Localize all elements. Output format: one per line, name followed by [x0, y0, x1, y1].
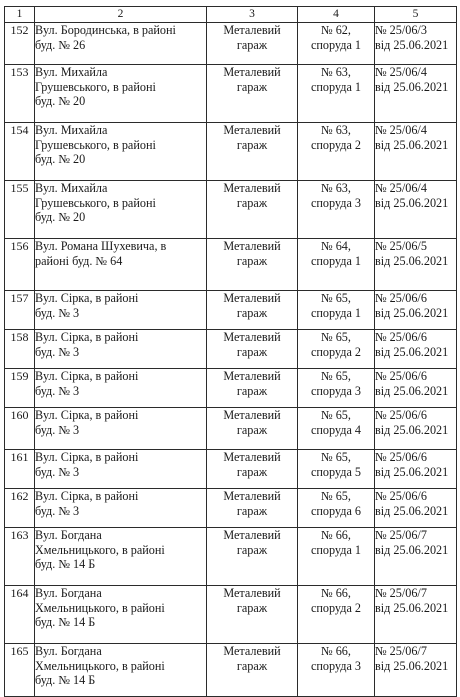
table-row	[5, 408, 457, 450]
object-number-cell	[298, 239, 375, 291]
decision-cell	[375, 450, 457, 489]
object-number-line: № 63,	[321, 65, 351, 79]
object-type-cell	[207, 528, 298, 586]
object-type-cell	[207, 450, 298, 489]
object-type-cell	[207, 23, 298, 65]
decision-cell	[375, 586, 457, 644]
object-type-line: гараж	[236, 79, 268, 94]
address-line: Вул. Сірка, в районі	[35, 408, 139, 422]
object-number-line: № 66,	[321, 528, 351, 542]
address-line: Вул. Сірка, в районі	[35, 330, 139, 344]
decision-line: від 25.06.2021	[375, 344, 449, 359]
decision-line: № 25/06/6	[375, 291, 427, 305]
object-type-cell	[207, 369, 298, 408]
object-number-cell	[298, 528, 375, 586]
object-number-cell	[298, 181, 375, 239]
decision-line: від 25.06.2021	[375, 137, 449, 152]
object-number-line: № 66,	[321, 586, 351, 600]
object-type-cell	[207, 123, 298, 181]
object-type-cell	[207, 330, 298, 369]
decision-cell	[375, 123, 457, 181]
decision-line: від 25.06.2021	[375, 195, 449, 210]
address-cell	[35, 330, 207, 369]
decision-line: № 25/06/7	[375, 644, 427, 658]
row-number: 155	[5, 181, 35, 239]
object-type-cell	[207, 239, 298, 291]
object-number-line: споруда 6	[310, 503, 362, 518]
object-type-line: гараж	[236, 542, 268, 557]
address-line: Вул. Богдана	[35, 644, 102, 658]
object-type-line: гараж	[236, 305, 268, 320]
decision-cell	[375, 65, 457, 123]
address-line: Вул. Богдана	[35, 528, 102, 542]
row-number: 157	[5, 291, 35, 330]
address-cell	[35, 23, 207, 65]
address-line: буд. № 20	[35, 94, 86, 108]
object-type-line: гараж	[236, 344, 268, 359]
decision-cell	[375, 369, 457, 408]
object-number-line: споруда 1	[310, 79, 362, 94]
object-type-line: Металевий	[223, 528, 281, 542]
column-header: 5	[375, 7, 457, 23]
object-number-line: споруда 3	[310, 195, 362, 210]
row-number: 165	[5, 644, 35, 697]
object-type-cell	[207, 644, 298, 697]
table-row	[5, 181, 457, 239]
address-line: Хмельницького, в районі	[35, 600, 165, 615]
address-line: буд. № 14 Б	[35, 615, 96, 629]
object-type-line: Металевий	[223, 644, 281, 658]
row-number: 160	[5, 408, 35, 450]
decision-cell	[375, 528, 457, 586]
decision-line: від 25.06.2021	[375, 383, 449, 398]
address-line: Вул. Сірка, в районі	[35, 489, 139, 503]
table-row	[5, 239, 457, 291]
address-line: районі буд. № 64	[35, 253, 123, 268]
row-number: 156	[5, 239, 35, 291]
row-number: 153	[5, 65, 35, 123]
object-type-line: гараж	[236, 383, 268, 398]
decision-line: від 25.06.2021	[375, 658, 449, 673]
address-line: Вул. Михайла	[35, 65, 108, 79]
object-number-cell	[298, 330, 375, 369]
decision-cell	[375, 644, 457, 697]
decision-line: № 25/06/6	[375, 408, 427, 422]
object-number-line: споруда 3	[310, 383, 362, 398]
object-number-cell	[298, 450, 375, 489]
decision-line: від 25.06.2021	[375, 422, 449, 437]
object-number-line: споруда 1	[310, 305, 362, 320]
table-row	[5, 369, 457, 408]
address-line: Вул. Михайла	[35, 181, 108, 195]
address-line: Вул. Романа Шухевича, в	[35, 239, 167, 253]
object-type-line: Металевий	[223, 369, 281, 383]
row-number: 163	[5, 528, 35, 586]
object-number-line: № 65,	[321, 489, 351, 503]
table-row	[5, 528, 457, 586]
decision-line: від 25.06.2021	[375, 305, 449, 320]
object-type-line: Металевий	[223, 586, 281, 600]
object-number-line: № 66,	[321, 644, 351, 658]
address-line: буд. № 14 Б	[35, 557, 96, 571]
object-type-cell	[207, 65, 298, 123]
address-line: Хмельницького, в районі	[35, 542, 165, 557]
object-type-line: гараж	[236, 195, 268, 210]
object-type-line: гараж	[236, 253, 268, 268]
object-type-cell	[207, 181, 298, 239]
garage-registry-table	[4, 6, 457, 697]
object-number-line: № 65,	[321, 450, 351, 464]
decision-line: № 25/06/6	[375, 489, 427, 503]
object-type-line: гараж	[236, 37, 268, 52]
object-number-line: споруда 2	[310, 344, 362, 359]
object-type-line: Металевий	[223, 408, 281, 422]
address-line: Вул. Богдана	[35, 586, 102, 600]
object-number-cell	[298, 65, 375, 123]
decision-cell	[375, 181, 457, 239]
table-row	[5, 586, 457, 644]
decision-line: від 25.06.2021	[375, 503, 449, 518]
object-type-line: Металевий	[223, 239, 281, 253]
object-type-line: гараж	[236, 422, 268, 437]
decision-line: № 25/06/6	[375, 369, 427, 383]
row-number: 152	[5, 23, 35, 65]
table-row	[5, 65, 457, 123]
decision-line: № 25/06/5	[375, 239, 427, 253]
address-line: Вул. Сірка, в районі	[35, 450, 139, 464]
address-line: Грушевського, в районі	[35, 195, 156, 210]
decision-line: № 25/06/4	[375, 181, 427, 195]
object-number-line: № 63,	[321, 123, 351, 137]
object-type-line: гараж	[236, 658, 268, 673]
table-row	[5, 644, 457, 697]
address-line: Хмельницького, в районі	[35, 658, 165, 673]
row-number: 162	[5, 489, 35, 528]
row-number: 158	[5, 330, 35, 369]
address-cell	[35, 65, 207, 123]
object-number-line: споруда 5	[310, 464, 362, 479]
object-type-line: гараж	[236, 464, 268, 479]
object-type-cell	[207, 408, 298, 450]
address-cell	[35, 644, 207, 697]
object-number-cell	[298, 23, 375, 65]
address-line: буд. № 26	[35, 37, 86, 52]
object-number-cell	[298, 123, 375, 181]
table-header-row	[5, 7, 457, 23]
decision-cell	[375, 489, 457, 528]
column-header: 4	[298, 7, 375, 23]
object-number-cell	[298, 586, 375, 644]
object-number-line: № 65,	[321, 291, 351, 305]
column-header: 1	[5, 7, 35, 23]
object-number-line: споруда 4	[310, 422, 362, 437]
object-number-line: № 65,	[321, 330, 351, 344]
table-row	[5, 291, 457, 330]
object-type-line: Металевий	[223, 450, 281, 464]
object-number-cell	[298, 291, 375, 330]
object-type-cell	[207, 489, 298, 528]
object-number-cell	[298, 408, 375, 450]
row-number: 159	[5, 369, 35, 408]
object-type-cell	[207, 586, 298, 644]
address-line: буд. № 20	[35, 152, 86, 166]
object-number-line: споруда 1	[310, 253, 362, 268]
address-line: буд. № 3	[35, 383, 80, 398]
decision-line: № 25/06/4	[375, 65, 427, 79]
object-type-line: гараж	[236, 503, 268, 518]
decision-line: № 25/06/6	[375, 450, 427, 464]
object-number-line: споруда 2	[310, 137, 362, 152]
address-cell	[35, 369, 207, 408]
object-number-cell	[298, 489, 375, 528]
object-number-line: споруда 2	[310, 600, 362, 615]
table-row	[5, 450, 457, 489]
decision-line: № 25/06/7	[375, 586, 427, 600]
address-line: Вул. Михайла	[35, 123, 108, 137]
object-number-line: споруда 1	[310, 542, 362, 557]
address-line: буд. № 14 Б	[35, 673, 96, 687]
object-number-line: № 63,	[321, 181, 351, 195]
table-row	[5, 330, 457, 369]
decision-line: від 25.06.2021	[375, 37, 449, 52]
address-line: буд. № 3	[35, 422, 80, 437]
address-line: буд. № 3	[35, 344, 80, 359]
address-cell	[35, 239, 207, 291]
object-type-line: Металевий	[223, 65, 281, 79]
address-cell	[35, 291, 207, 330]
decision-line: від 25.06.2021	[375, 253, 449, 268]
address-cell	[35, 450, 207, 489]
address-cell	[35, 181, 207, 239]
address-line: буд. № 3	[35, 305, 80, 320]
decision-cell	[375, 408, 457, 450]
address-line: Вул. Бородинська, в районі	[35, 23, 176, 37]
address-line: буд. № 3	[35, 464, 80, 479]
object-type-line: гараж	[236, 600, 268, 615]
decision-line: № 25/06/3	[375, 23, 427, 37]
address-cell	[35, 123, 207, 181]
decision-line: № 25/06/6	[375, 330, 427, 344]
object-type-line: Металевий	[223, 181, 281, 195]
object-type-cell	[207, 291, 298, 330]
table-body	[5, 23, 457, 697]
table-row	[5, 489, 457, 528]
address-line: буд. № 20	[35, 210, 86, 224]
decision-line: від 25.06.2021	[375, 542, 449, 557]
object-number-line: № 65,	[321, 408, 351, 422]
address-cell	[35, 489, 207, 528]
object-type-line: Металевий	[223, 123, 281, 137]
address-line: Грушевського, в районі	[35, 79, 156, 94]
address-cell	[35, 586, 207, 644]
address-line: буд. № 3	[35, 503, 80, 518]
address-cell	[35, 408, 207, 450]
decision-line: від 25.06.2021	[375, 464, 449, 479]
decision-line: № 25/06/7	[375, 528, 427, 542]
object-number-line: № 62,	[321, 23, 351, 37]
table-row	[5, 23, 457, 65]
column-header: 3	[207, 7, 298, 23]
decision-cell	[375, 23, 457, 65]
object-type-line: Металевий	[223, 489, 281, 503]
row-number: 154	[5, 123, 35, 181]
decision-cell	[375, 239, 457, 291]
object-type-line: Металевий	[223, 291, 281, 305]
object-number-line: споруда 3	[310, 658, 362, 673]
object-number-cell	[298, 369, 375, 408]
address-line: Вул. Сірка, в районі	[35, 369, 139, 383]
address-line: Вул. Сірка, в районі	[35, 291, 139, 305]
row-number: 161	[5, 450, 35, 489]
table-row	[5, 123, 457, 181]
decision-line: від 25.06.2021	[375, 600, 449, 615]
object-type-line: Металевий	[223, 330, 281, 344]
object-number-cell	[298, 644, 375, 697]
object-number-line: № 65,	[321, 369, 351, 383]
object-number-line: споруда 1	[310, 37, 362, 52]
decision-cell	[375, 291, 457, 330]
column-header: 2	[35, 7, 207, 23]
object-number-line: № 64,	[321, 239, 351, 253]
address-line: Грушевського, в районі	[35, 137, 156, 152]
address-cell	[35, 528, 207, 586]
decision-line: від 25.06.2021	[375, 79, 449, 94]
decision-line: № 25/06/4	[375, 123, 427, 137]
object-type-line: гараж	[236, 137, 268, 152]
row-number: 164	[5, 586, 35, 644]
object-type-line: Металевий	[223, 23, 281, 37]
decision-cell	[375, 330, 457, 369]
